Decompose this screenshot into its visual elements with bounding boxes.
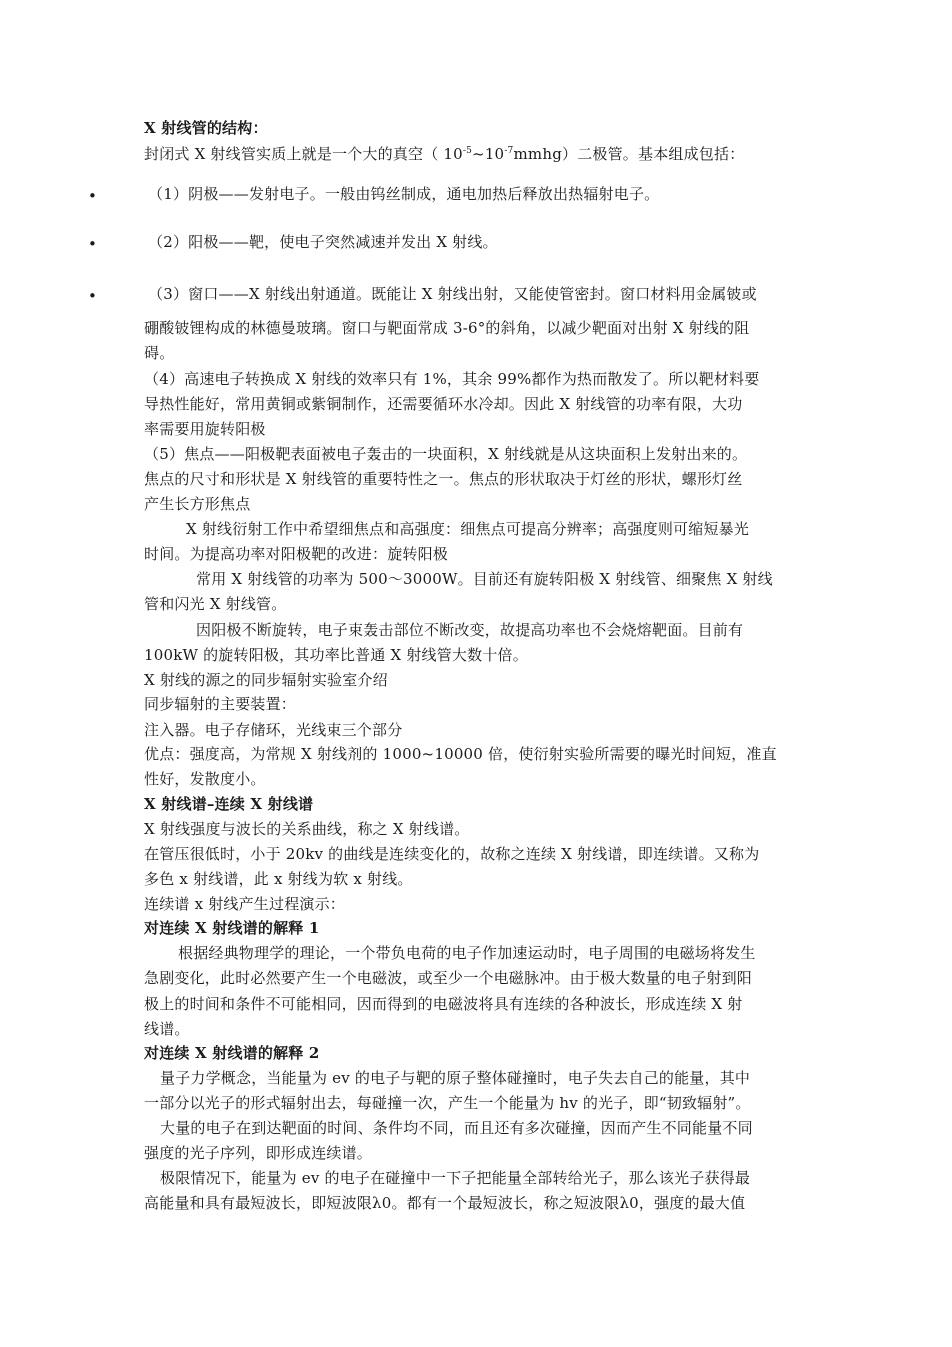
text-line: 导热性能好，常用黄铜或紫铜制作，还需要循环水冷却。因此 X 射线管的功率有限，大功 (144, 395, 743, 413)
text-line: 多色 x 射线谱，此 x 射线为软 x 射线。 (144, 870, 413, 888)
text-line: 常用 X 射线管的功率为 500～3000W。目前还有旋转阳极 X 射线管、细聚焦 X 射线 (196, 570, 773, 588)
text-line: 同步辐射的主要装置： (144, 695, 297, 713)
text-line: 注入器。电子存储环，光线束三个部分 (144, 721, 403, 739)
bullet-item-anode: （2）阳极——靶，使电子突然减速并发出 X 射线。 (148, 233, 498, 251)
intro-paragraph (144, 144, 744, 164)
text-line: 强度的光子序列，即形成连续谱。 (144, 1144, 373, 1162)
text-line: 一部分以光子的形式辐射出去，每碰撞一次，产生一个能量为 hv 的光子，即“韧致辐射”。 (144, 1094, 751, 1112)
text-line: （4）高速电子转换成 X 射线的效率只有 1%，其余 99%都作为热而散发了。所以靶材料要 (144, 370, 760, 388)
text-line: 产生长方形焦点 (144, 495, 251, 513)
text-line: 优点：强度高，为常规 X 射线剂的 1000~10000 倍，使衍射实验所需要的曝光时间短，准直 (144, 745, 777, 763)
section-heading-xray-tube-structure: X 射线管的结构： (144, 119, 268, 137)
intro-text-post: mmhg）二极管。基本组成包括： (513, 145, 745, 163)
text-line: 碍。 (144, 344, 175, 362)
text-line: X 射线衍射工作中希望细焦点和高强度：细焦点可提高分辨率；高强度则可缩短暴光 (186, 520, 750, 538)
text-line: 硼酸铍锂构成的林德曼玻璃。窗口与靶面常成 3-6°的斜角，以减少靶面对出射 X 射线的阻 (144, 319, 750, 337)
text-line: （5）焦点——阳极靶表面被电子轰击的一块面积，X 射线就是从这块面积上发射出来的。 (144, 445, 748, 463)
text-line: 极限情况下，能量为 ev 的电子在碰撞中一下子把能量全部转给光子，那么该光子获得最 (160, 1169, 751, 1187)
text-line: 焦点的尺寸和形状是 X 射线管的重要特性之一。焦点的形状取决于灯丝的形状，螺形灯丝 (144, 470, 743, 488)
text-line: 100kW 的旋转阳极，其功率比普通 X 射线管大数十倍。 (144, 646, 528, 664)
section-heading-explanation-2: 对连续 X 射线谱的解释 2 (144, 1044, 320, 1062)
text-line: X 射线的源之的同步辐射实验室介绍 (144, 671, 388, 689)
text-line: 时间。为提高功率对阳极靶的改进：旋转阳极 (144, 545, 449, 563)
text-line: 根据经典物理学的理论，一个带负电荷的电子作加速运动时，电子周围的电磁场将发生 (178, 944, 756, 962)
text-line: 因阳极不断旋转，电子束轰击部位不断改变，故提高功率也不会烧熔靶面。目前有 (196, 621, 744, 639)
text-line: X 射线强度与波长的关系曲线，称之 X 射线谱。 (144, 820, 470, 838)
section-heading-explanation-1: 对连续 X 射线谱的解释 1 (144, 919, 320, 937)
intro-exponent-2: -7 (504, 146, 514, 156)
bullet-item-window: （3）窗口——X 射线出射通道。既能让 X 射线出射，又能使管密封。窗口材料用金属铍或 (148, 285, 757, 303)
text-line: 大量的电子在到达靶面的时间、条件均不同，而且还有多次碰撞，因而产生不同能量不同 (160, 1119, 753, 1137)
section-heading-continuous-spectrum: X 射线谱–连续 X 射线谱 (144, 795, 314, 813)
intro-text-pre: 封闭式 X 射线管实质上就是一个大的真空（ 10 (144, 145, 463, 163)
bullet-marker-3: • (88, 287, 97, 305)
text-line: 量子力学概念，当能量为 ev 的电子与靶的原子整体碰撞时，电子失去自己的能量，其中 (160, 1069, 751, 1087)
text-line: 性好，发散度小。 (144, 770, 266, 788)
text-line: 连续谱 x 射线产生过程演示： (144, 895, 345, 913)
intro-text-mid: ~10 (472, 145, 505, 163)
text-line: 极上的时间和条件不可能相同，因而得到的电磁波将具有连续的各种波长，形成连续 X 射 (144, 995, 743, 1013)
text-line: 线谱。 (144, 1020, 190, 1038)
bullet-marker-2: • (88, 235, 97, 253)
text-line: 率需要用旋转阳极 (144, 420, 266, 438)
text-line: 管和闪光 X 射线管。 (144, 595, 287, 613)
bullet-item-cathode: （1）阴极——发射电子。一般由钨丝制成，通电加热后释放出热辐射电子。 (148, 185, 660, 203)
text-line: 在管压很低时，小于 20kv 的曲线是连续变化的，故称之连续 X 射线谱，即连续谱。又称为 (144, 845, 760, 863)
text-line: 急剧变化，此时必然要产生一个电磁波，或至少一个电磁脉冲。由于极大数量的电子射到阳 (144, 969, 753, 987)
bullet-marker-1: • (88, 187, 97, 205)
text-line: 高能量和具有最短波长，即短波限λ0。都有一个最短波长，称之短波限λ0，强度的最大值 (144, 1194, 746, 1212)
intro-exponent-1: -5 (462, 146, 473, 156)
